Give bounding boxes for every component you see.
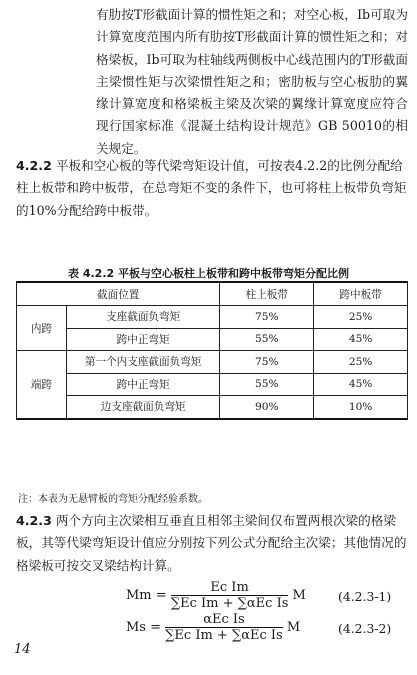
row-position: 跨中正弯矩: [66, 328, 220, 351]
row-column-value: 75%: [220, 306, 314, 329]
formula-number: (4.2.3-2): [338, 621, 392, 636]
row-column-value: 90%: [220, 396, 314, 419]
header-position: 截面位置: [17, 282, 220, 306]
formula-number: (4.2.3-1): [338, 589, 392, 604]
row-middle-value: 25%: [314, 306, 408, 329]
row-middle-value: 45%: [314, 328, 408, 351]
row-middle-value: 45%: [314, 373, 408, 396]
header-middle-strip: 跨中板带: [314, 282, 408, 306]
formula-denominator: ∑Ec Im + ∑αEc Is: [170, 596, 289, 611]
page-number: 14: [14, 642, 31, 657]
formula-numerator: Ec Im: [171, 580, 289, 596]
formula-numerator: αEc Is: [165, 612, 283, 628]
table-row: [17, 396, 408, 419]
row-column-value: 55%: [220, 328, 314, 351]
row-column-value: 55%: [220, 373, 314, 396]
section-number: 4.2.3: [16, 513, 52, 528]
row-position: 跨中正弯矩: [66, 373, 220, 396]
row-middle-value: 25%: [314, 351, 408, 374]
row-middle-value: 10%: [314, 396, 408, 419]
row-position: 第一个内支座截面负弯矩: [66, 351, 220, 374]
group-label: 端跨: [17, 351, 67, 419]
formula-denominator: ∑Ec Im + ∑αEc Is: [165, 628, 283, 643]
section-4-2-2: [16, 155, 408, 222]
table-header-row: [17, 282, 408, 306]
row-position: 边支座截面负弯矩: [66, 396, 220, 419]
moment-distribution-table: [16, 281, 408, 420]
table-row: [17, 306, 408, 329]
formula-fraction: [171, 580, 289, 611]
group-label: 内跨: [17, 306, 67, 351]
formula-rhs: M: [286, 620, 301, 635]
table-note: 注：本表为无悬臂板的弯矩分配经验系数。: [18, 494, 208, 505]
formula-fraction: [165, 612, 283, 643]
formula-lhs: Ms =: [126, 620, 162, 635]
header-column-strip: 柱上板带: [220, 282, 314, 306]
section-text: 平板和空心板的等代梁弯矩设计值，可按表4.2.2的比例分配给柱上板带和跨中板带，在总弯矩不变的条件下，也可将柱上板带负弯矩的10%分配给跨中板带。: [16, 158, 407, 218]
section-4-2-3: [16, 510, 408, 577]
formula-rhs: M: [292, 588, 306, 603]
row-position: 支座截面负弯矩: [66, 306, 220, 329]
formula-main-beam: [126, 580, 306, 611]
table-row: [17, 373, 408, 396]
table-row: [17, 328, 408, 351]
row-column-value: 75%: [220, 351, 314, 374]
table-row: [17, 351, 408, 374]
section-text: 两个方向主次梁相互垂直且相邻主梁间仅布置两根次梁的格梁板，其等代梁弯矩设计值应分别按下列公式分配给主次梁；其他情况的格梁板可按交叉梁结构计算。: [16, 513, 407, 573]
formula-lhs: Mm =: [126, 588, 167, 603]
table-caption: 表 4.2.2 平板与空心板柱上板带和跨中板带弯矩分配比例: [68, 267, 349, 280]
section-number: 4.2.2: [16, 158, 52, 173]
formula-secondary-beam: [126, 612, 300, 643]
top-paragraph: 有肋按T形截面计算的惯性矩之和；对空心板，Ib可取为计算宽度范围内所有肋按T形截面计算的惯性矩之和；对格梁板，Ib可取为柱轴线两侧板中心线范围内的T形截面主梁惯性矩与次梁惯性矩之和；密肋板与空心板肋的翼缘计算宽度和格梁板主梁及次梁的翼缘计算宽度应符合现行国家标准《混凝土结构设计规范》GB 50010的相关规定。: [96, 7, 408, 156]
